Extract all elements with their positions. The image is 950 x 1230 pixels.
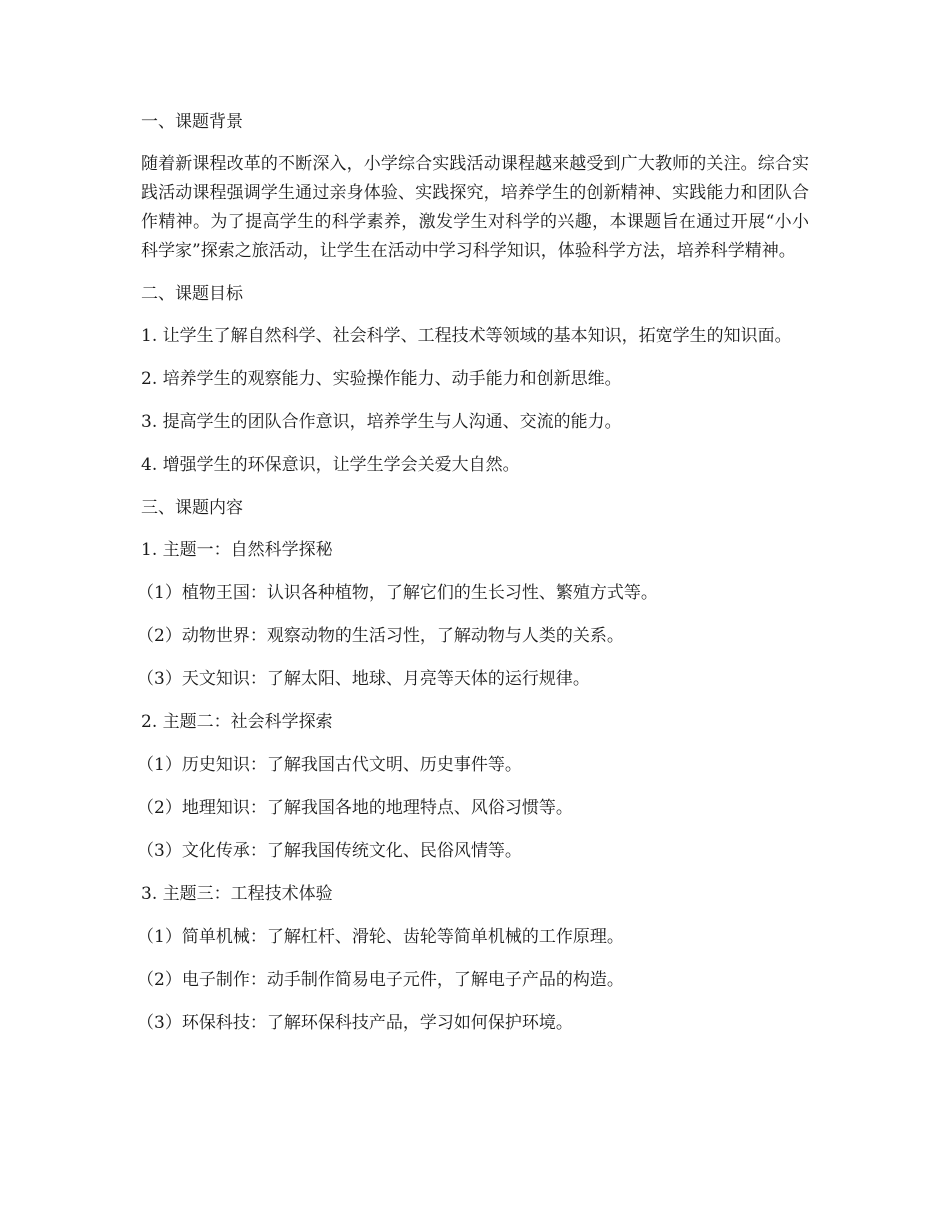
- topic-1-item-3: （3）天文知识：了解太阳、地球、月亮等天体的运行规律。: [137, 669, 590, 689]
- topic-1-item-1: （1）植物王国：认识各种植物，了解它们的生长习性、繁殖方式等。: [137, 583, 658, 603]
- topic-3-item-3: （3）环保科技：了解环保科技产品，学习如何保护环境。: [137, 1013, 573, 1033]
- topic-1-item-2: （2）动物世界：观察动物的生活习性，了解动物与人类的关系。: [137, 626, 624, 646]
- topic-3-item-1: （1）简单机械：了解杠杆、滑轮、齿轮等简单机械的工作原理。: [137, 927, 624, 947]
- section-heading-background: 一、课题背景: [141, 112, 243, 132]
- section-heading-goals: 二、课题目标: [141, 284, 243, 304]
- section-heading-content: 三、课题内容: [141, 498, 243, 518]
- goal-item-3: 3. 提高学生的团队合作意识，培养学生与人沟通、交流的能力。: [141, 412, 622, 432]
- topic-2-item-1: （1）历史知识：了解我国古代文明、历史事件等。: [137, 755, 522, 775]
- topic-title-1: 1. 主题一：自然科学探秘: [141, 540, 333, 560]
- goal-item-1: 1. 让学生了解自然科学、社会科学、工程技术等领域的基本知识，拓宽学生的知识面。: [141, 326, 792, 346]
- topic-title-3: 3. 主题三：工程技术体验: [141, 884, 333, 904]
- document-page: [137, 108, 809, 1052]
- topic-2-item-2: （2）地理知识：了解我国各地的地理特点、风俗习惯等。: [137, 798, 573, 818]
- topic-title-2: 2. 主题二：社会科学探索: [141, 712, 333, 732]
- topic-3-item-2: （2）电子制作：动手制作简易电子元件，了解电子产品的构造。: [137, 970, 624, 990]
- goal-item-2: 2. 培养学生的观察能力、实验操作能力、动手能力和创新思维。: [141, 369, 622, 389]
- goal-item-4: 4. 增强学生的环保意识，让学生学会关爱大自然。: [141, 455, 520, 475]
- background-paragraph: 随着新课程改革的不断深入，小学综合实践活动课程越来越受到广大教师的关注。综合实践活动课程强调学生通过亲身体验、实践探究，培养学生的创新精神、实践能力和团队合作精神。为了提高学生的科学素养，激发学生对科学的兴趣，本课题旨在通过开展“小小科学家”探索之旅活动，让学生在活动中学习科学知识，体验科学方法，培养科学精神。: [141, 154, 809, 261]
- topic-2-item-3: （3）文化传承：了解我国传统文化、民俗风情等。: [137, 841, 522, 861]
